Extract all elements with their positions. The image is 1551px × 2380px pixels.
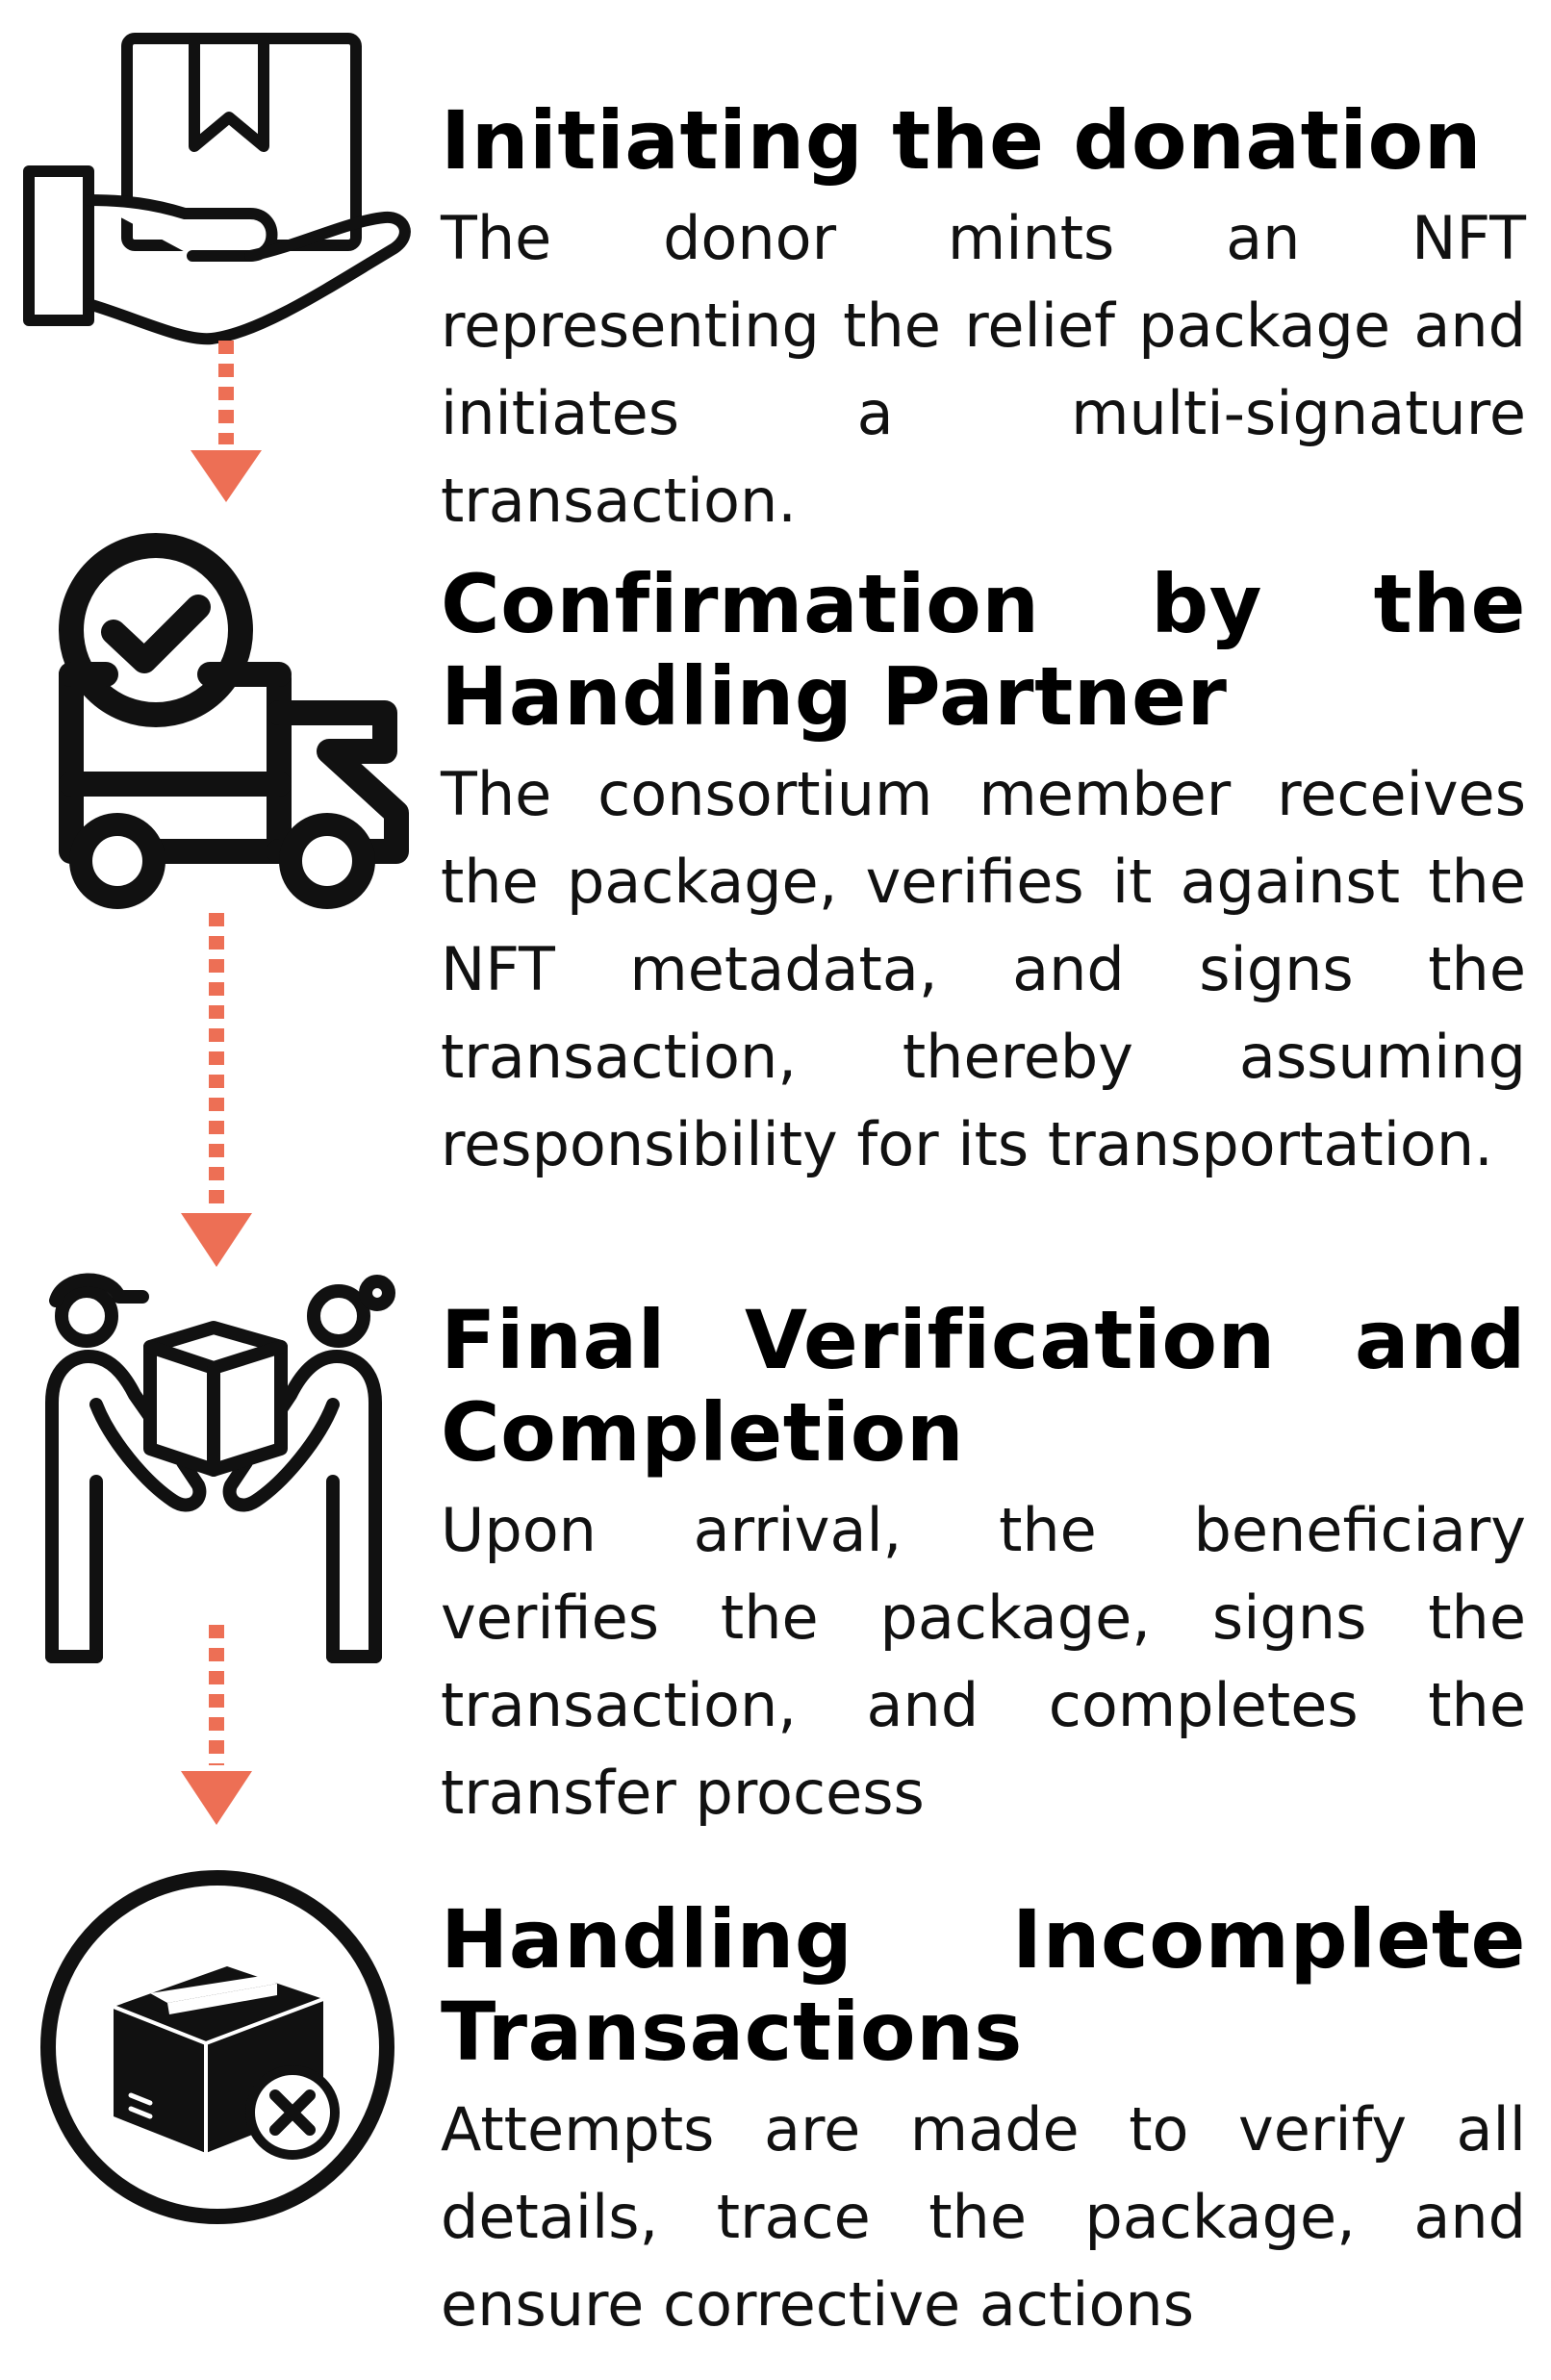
delivery-truck-check-icon — [21, 524, 425, 909]
step-3-title: Final Verification and Completion — [441, 1293, 1526, 1480]
step-1-description: The donor mints an NFT representing the relief package and initiates a multi-signature transaction. — [441, 203, 1526, 536]
step-3-description: Upon arrival, the beneficiary verifies the package, signs the transaction, and completes the transfer process — [441, 1495, 1526, 1828]
hand-holding-package-icon — [19, 29, 423, 346]
package-cancel-icon — [35, 1864, 400, 2230]
step-4-description: Attempts are made to verify all details, trace the package, and ensure corrective actions — [441, 2094, 1526, 2340]
package-handover-icon — [29, 1260, 414, 1664]
step-4-title: Handling Incomplete Transactions — [441, 1892, 1526, 2079]
step-2-description: The consortium member receives the package, verifies it against the NFT metadata, and signs the transaction, thereby assuming responsibility for its transportation. — [441, 759, 1526, 1179]
flow-arrow-3 — [173, 1621, 260, 1833]
step-2-text — [441, 558, 1526, 1188]
step-1-text — [441, 94, 1526, 544]
step-1-title: Initiating the donation — [441, 93, 1483, 188]
step-3-text — [441, 1294, 1526, 1836]
step-2-title: Confirmation by the Handling Partner — [441, 557, 1526, 744]
step-4-text — [441, 1893, 1526, 2348]
flow-arrow-1 — [183, 337, 269, 510]
flow-arrow-2 — [173, 909, 260, 1275]
